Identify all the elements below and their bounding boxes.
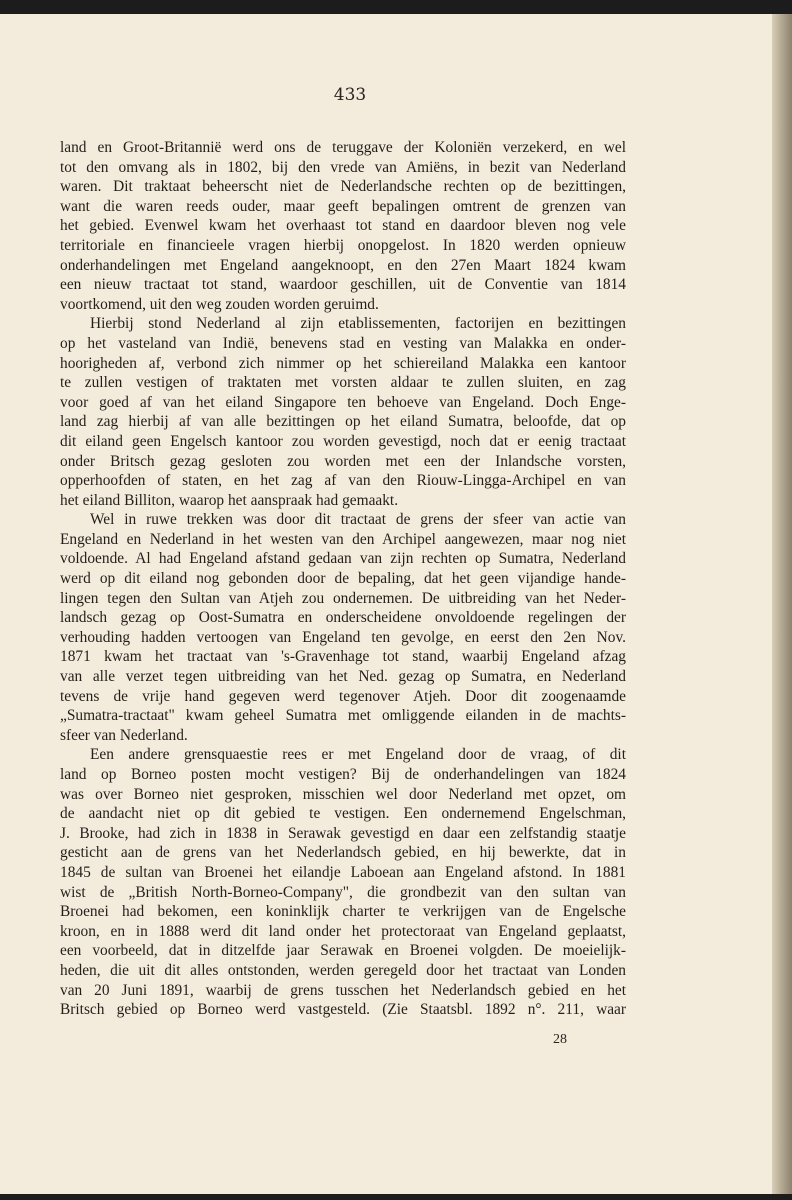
text-line: land zag hierbij af van alle bezittingen op het eiland Sumatra, beloofde, dat op [60,413,626,431]
text-line: Broenei had bekomen, een koninklijk charter te verkrijgen van de Engelsche [60,903,626,921]
text-line: kroon, en in 1888 werd dit land onder het protectoraat van Engeland geplaatst, [60,922,626,940]
paragraph [60,314,626,510]
text-line: voldoende. Al had Engeland afstand gedaan van zijn rechten op Sumatra, Nederland [60,550,626,568]
text-line: te zullen vestigen of traktaten met vorsten aldaar te zullen sluiten, en zag [60,374,626,392]
text-line: tevens de vrije hand gegeven werd tegenover Atjeh. Door dit zoogenaamde [60,687,626,705]
text-line: onderhandelingen met Engeland aangeknoopt, en den 27en Maart 1824 kwam [60,256,626,274]
page-edge [772,14,792,1194]
text-line: voor goed af van het eiland Singapore ten behoeve van Engeland. Doch Enge- [60,393,626,411]
text-line: opperhoofden of staten, en het zag af van den Riouw-Lingga-Archipel en van [60,472,626,490]
text-line: sfeer van Nederland. [60,726,188,744]
text-line: J. Brooke, had zich in 1838 in Serawak gevestigd en daar een zelfstandig staatje [60,824,626,842]
text-line: Engeland en Nederland in het westen van den Archipel aangewezen, maar nog niet [60,530,626,548]
text-line: lingen tegen den Sultan van Atjeh zou ondernemen. De uitbreiding van het Neder- [60,589,626,607]
paragraph [60,510,626,745]
text-line: „Sumatra-tractaat" kwam geheel Sumatra met omliggende eilanden in de machts- [60,707,626,725]
text-line: territoriale en financieele vragen hierbij onopgelost. In 1820 werden opnieuw [60,236,626,254]
text-line: het gebied. Evenwel kwam het overhaast tot stand en daardoor bleven nog vele [60,217,626,235]
text-line: 1871 kwam het tractaat van 's-Gravenhage tot stand, waarbij Engeland afzag [60,648,626,666]
text-line: land op Borneo posten mocht vestigen? Bij de onderhandelingen van 1824 [60,766,626,783]
text-line: waren. Dit traktaat beheerscht niet de Nederlandsche rechten op de bezittingen, [60,178,626,196]
text-line: de aandacht niet op dit gebied te vestigen. Een ondernemend Engelschman, [60,805,626,823]
text-line: tot den omvang als in 1802, bij den vrede van Amiëns, in bezit van Nederland [60,158,626,176]
text-line: voortkomend, uit den weg zouden worden geruimd. [60,295,379,313]
text-line: het eiland Billiton, waarop het aanspraak had gemaakt. [60,491,399,509]
text-line: Hierbij stond Nederland al zijn etablissementen, factorijen en bezittingen [90,315,626,333]
text-line: want die waren reeds ouder, maar geeft bepalingen omtrent de grenzen van [60,197,626,215]
text-line: op het vasteland van Indië, benevens stad en vesting van Malakka en onder- [60,334,626,352]
paragraph [60,745,626,1019]
text-line: een nieuw tractaat tot stand, waardoor geschillen, uit de Conventie van 1814 [60,276,626,294]
signature-mark: 28 [553,1032,567,1047]
text-line: wist de „British North-Borneo-Company", die grondbezit van den sultan van [60,883,626,901]
text-line: van 20 Juni 1891, waarbij de grens tusschen het Nederlandsch gebied en het [60,981,626,999]
text-line: heden, die uit dit alles ontstonden, werden geregeld door het tractaat van Londen [60,961,626,979]
text-line: een voorbeeld, dat in ditzelfde jaar Serawak en Broenei volgden. De moeielijk- [60,942,626,960]
text-line: onder Britsch gezag gesloten zou worden met een der Inlandsche vorsten, [60,452,626,470]
page-number: 433 [333,85,367,105]
text-line: Wel in ruwe trekken was door dit tractaat de grens der sfeer van actie van [90,511,626,529]
text-line: werd op dit eiland nog gebonden door de bepaling, dat het geen vijandige hande- [60,570,626,588]
text-line: land en Groot-Britannië werd ons de teruggave der Koloniën verzekerd, en wel [60,139,626,156]
text-line: was over Borneo niet gesproken, misschien wel door Nederland met opzet, om [60,785,626,803]
text-line: dit eiland geen Engelsch kantoor zou worden gevestigd, noch dat er eenig tractaat [60,432,626,450]
text-line: gesticht aan de grens van het Nederlandsch gebied, en hij bewerkte, dat in [60,844,626,862]
text-line: verhouding hadden vertoogen van Engeland ten gevolge, en eerst den 2en Nov. [60,628,626,646]
paragraph [60,138,626,314]
text-line: van alle verzet tegen uitbreiding van het Ned. gezag op Sumatra, en Nederland [60,668,626,686]
body-text [60,138,626,1020]
text-line: Een andere grensquaestie rees er met Engeland door de vraag, of dit [90,746,626,764]
text-line: Britsch gebied op Borneo werd vastgesteld. (Zie Staatsbl. 1892 n°. 211, waar [60,1001,626,1019]
text-line: landsch gezag op Oost-Sumatra en onderscheidene onvoldoende regelingen der [60,609,626,627]
text-line: 1845 de sultan van Broenei het eilandje Laboean aan Engeland afstond. In 1881 [60,863,626,881]
text-line: hoorigheden af, verbond zich nimmer op het schiereiland Malakka een kantoor [60,354,626,372]
